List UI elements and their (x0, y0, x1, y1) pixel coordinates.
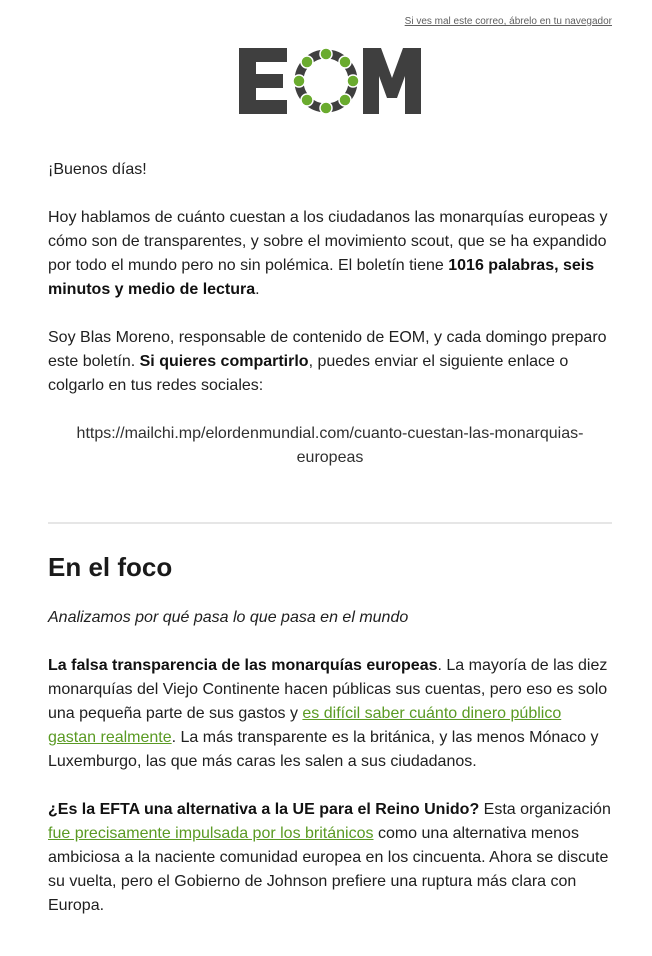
news-item-link[interactable]: es difícil saber cuánto dinero público gastan realmente (48, 705, 562, 746)
word-count: 1016 palabras, seis minutos y medio de lectura (48, 257, 595, 298)
news-item-efta (48, 798, 612, 918)
greeting: ¡Buenos días! (48, 161, 147, 178)
news-item-text: Esta organización (479, 801, 611, 818)
share-url: https://mailchi.mp/elordenmundial.com/cuanto-cuestan-las-monarquias- europeas (76, 425, 584, 466)
news-item-text: . La mayoría de las diez monarquías del Viejo Continente hacen públicas sus cuentas, pero eso es solo una pequeña parte de sus gastos y (48, 657, 608, 722)
eom-logo (239, 48, 421, 114)
news-item-monarchies (48, 654, 612, 774)
section-subtitle: Analizamos por qué pasa lo que pasa en el mundo (48, 609, 409, 626)
view-in-browser-link[interactable]: Si ves mal este correo, ábrelo en tu navegador (404, 16, 612, 27)
news-item-headline: ¿Es la EFTA una alternativa a la UE para el Reino Unido? (48, 801, 480, 818)
section-divider (48, 522, 612, 524)
author-text-end: , puedes enviar el siguiente enlace o colgarlo en tus redes sociales: (48, 353, 569, 394)
intro-section (48, 158, 612, 470)
news-item-link[interactable]: fue precisamente impulsada por los británicos (48, 825, 374, 842)
intro-paragraph (48, 206, 612, 302)
news-item-text-end: . La más transparente es la británica, y las menos Mónaco y Luxemburgo, las que más caras les salen a sus ciudadanos. (48, 729, 599, 770)
section-title: En el foco (48, 552, 173, 582)
focus-section (48, 606, 612, 942)
intro-text: Hoy hablamos de cuánto cuestan a los ciudadanos las monarquías europeas y cómo son de transparentes, y sobre el movimiento scout, que se ha expandido por todo el mundo pero no sin polémica. El boletín tiene (48, 209, 608, 274)
author-text: Soy Blas Moreno, responsable de contenido de EOM, y cada domingo preparo este boletín. (48, 329, 607, 370)
intro-text-end: . (255, 281, 260, 298)
news-item-text-end: como una alternativa menos ambiciosa a la naciente comunidad europea en los cincuenta. Ahora se discute su vuelta, pero el Gobierno de Johnson prefiere una ruptura más clara con Europa. (48, 825, 609, 914)
author-paragraph (48, 326, 612, 398)
news-item-headline: La falsa transparencia de las monarquías europeas (48, 657, 438, 674)
share-emphasis: Si quieres compartirlo (139, 353, 309, 370)
